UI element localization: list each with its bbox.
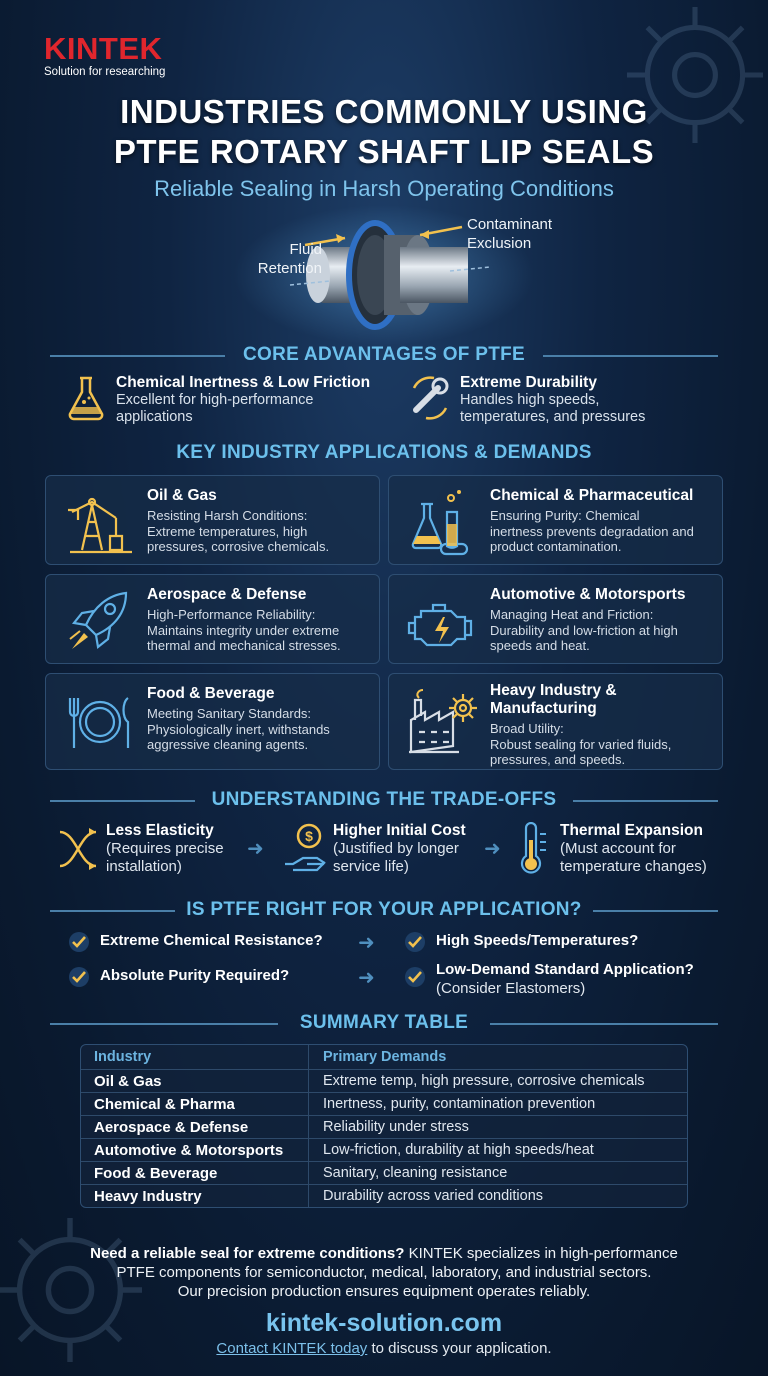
elasticity-arrows-icon [56, 822, 100, 876]
brand-tagline: Solution for researching [44, 66, 166, 78]
rocket-icon [64, 587, 136, 657]
advantage-heading: Chemical Inertness & Low Friction [116, 374, 371, 391]
fluid-retention-label: Fluid Retention [257, 241, 322, 277]
summary-table [80, 1044, 688, 1208]
page-title [0, 92, 768, 172]
card-heading: Heavy Industry & [490, 682, 617, 699]
engine-icon [407, 587, 479, 657]
checkmark-icon [404, 931, 426, 953]
lab-flask-icon [407, 488, 479, 558]
flask-icon [64, 374, 108, 422]
table-row: Oil & Gas Extreme temp, high pressure, corrosive chemicals [81, 1069, 687, 1092]
advantage-chemical-inertness: Chemical Inertness & Low Friction Excellent for high-performance applications [64, 374, 370, 426]
website-link[interactable]: kintek-solution.com [265, 1309, 503, 1337]
brand-logo [44, 31, 166, 78]
section-title-industries: KEY INDUSTRY APPLICATIONS & DEMANDS [176, 442, 592, 463]
tradeoff-less-elasticity: Less Elasticity (Requires precise installation) [56, 822, 224, 876]
shaft-seal-icon [0, 205, 768, 345]
section-title-advantages: CORE ADVANTAGES OF PTFE [0, 344, 768, 366]
contact-link[interactable]: Contact KINTEK today [216, 1340, 368, 1357]
brand-name: KINTEK [44, 31, 163, 66]
section-title-decision: IS PTFE RIGHT FOR YOUR APPLICATION? [0, 899, 768, 921]
industry-card-oil-gas: Oil & Gas Resisting Harsh Conditions: Extreme temperatures, high pressures, corrosive chemicals. [45, 475, 380, 565]
table-row: Aerospace & Defense Reliability under stress [81, 1115, 687, 1138]
industry-card-automotive: Automotive & Motorsports Managing Heat and Friction: Durability and low-friction at high speeds and heat. [388, 574, 723, 664]
decision-right-item: Low-Demand Standard Application? (Consider Elastomers) [404, 960, 694, 998]
card-heading: Chemical & Pharmaceutical [490, 487, 694, 504]
table-row: Chemical & Pharma Inertness, purity, contamination prevention [81, 1092, 687, 1115]
industry-card-food-beverage: Food & Beverage Meeting Sanitary Standards: Physiologically inert, withstands aggressive cleaning agents. [45, 673, 380, 770]
tradeoff-higher-cost: $ Higher Initial Cost (Justified by longer service life) [283, 822, 466, 876]
card-heading: Aerospace & Defense [147, 586, 307, 603]
arrow-right-icon: ➜ [358, 967, 375, 989]
hero-seal-illustration [0, 205, 768, 345]
table-header-row: Industry Primary Demands [81, 1045, 687, 1069]
title-line-1: INDUSTRIES COMMONLY USING [120, 93, 648, 130]
industry-card-heavy-industry: Heavy Industry & Manufacturing Broad Utility: Robust sealing for varied fluids, pressures, and speeds. [388, 673, 723, 770]
table-row: Food & Beverage Sanitary, cleaning resistance [81, 1161, 687, 1184]
wrench-icon [408, 374, 452, 422]
advantage-extreme-durability: Extreme Durability Handles high speeds, temperatures, and pressures [408, 374, 645, 426]
plate-cutlery-icon [64, 686, 136, 756]
card-heading: Automotive & Motorsports [490, 586, 686, 603]
decision-left-item: Extreme Chemical Resistance? [68, 931, 323, 953]
section-title-tradeoffs: UNDERSTANDING THE TRADE-OFFS [0, 789, 768, 811]
industry-card-chemical-pharma: Chemical & Pharmaceutical Ensuring Purity: Chemical inertness prevents degradation and product contamination. [388, 475, 723, 565]
tradeoff-thermal-expansion: Thermal Expansion (Must account for temperature changes) [510, 822, 707, 876]
decision-right-item: High Speeds/Temperatures? [404, 931, 638, 953]
card-heading: Oil & Gas [147, 487, 217, 504]
arrow-right-icon: ➜ [247, 838, 264, 860]
table-row: Heavy Industry Durability across varied conditions [81, 1184, 687, 1207]
factory-icon [407, 686, 479, 756]
advantage-heading: Extreme Durability [460, 374, 597, 391]
section-title-summary: SUMMARY TABLE [0, 1012, 768, 1034]
checkmark-icon [68, 931, 90, 953]
industry-card-aerospace: Aerospace & Defense High-Performance Reliability: Maintains integrity under extreme thermal and mechanical stresses. [45, 574, 380, 664]
svg-text:$: $ [305, 828, 313, 844]
coin-hand-icon [283, 822, 327, 876]
oil-pump-icon [64, 488, 136, 558]
checkmark-icon [68, 966, 90, 988]
decision-left-item: Absolute Purity Required? [68, 966, 289, 988]
card-heading: Food & Beverage [147, 685, 275, 702]
contaminant-exclusion-label: Contaminant Exclusion [467, 216, 553, 252]
page-subtitle: Reliable Sealing in Harsh Operating Conditions [154, 176, 614, 201]
contact-line: Contact KINTEK today to discuss your application. [216, 1340, 552, 1357]
arrow-right-icon: ➜ [358, 932, 375, 954]
card-heading-line-2: Manufacturing [490, 700, 597, 717]
table-row: Automotive & Motorsports Low-friction, durability at high speeds/heat [81, 1138, 687, 1161]
arrow-right-icon: ➜ [484, 838, 501, 860]
call-to-action: Need a reliable seal for extreme conditions? KINTEK specializes in high-performance PTFE components for semiconductor, medical, laboratory, and industrial sectors. Our precision production ensures equipment operates reliably. [90, 1245, 678, 1300]
title-line-2: PTFE ROTARY SHAFT LIP SEALS [113, 133, 655, 170]
thermometer-icon [510, 822, 554, 876]
checkmark-icon [404, 966, 426, 988]
